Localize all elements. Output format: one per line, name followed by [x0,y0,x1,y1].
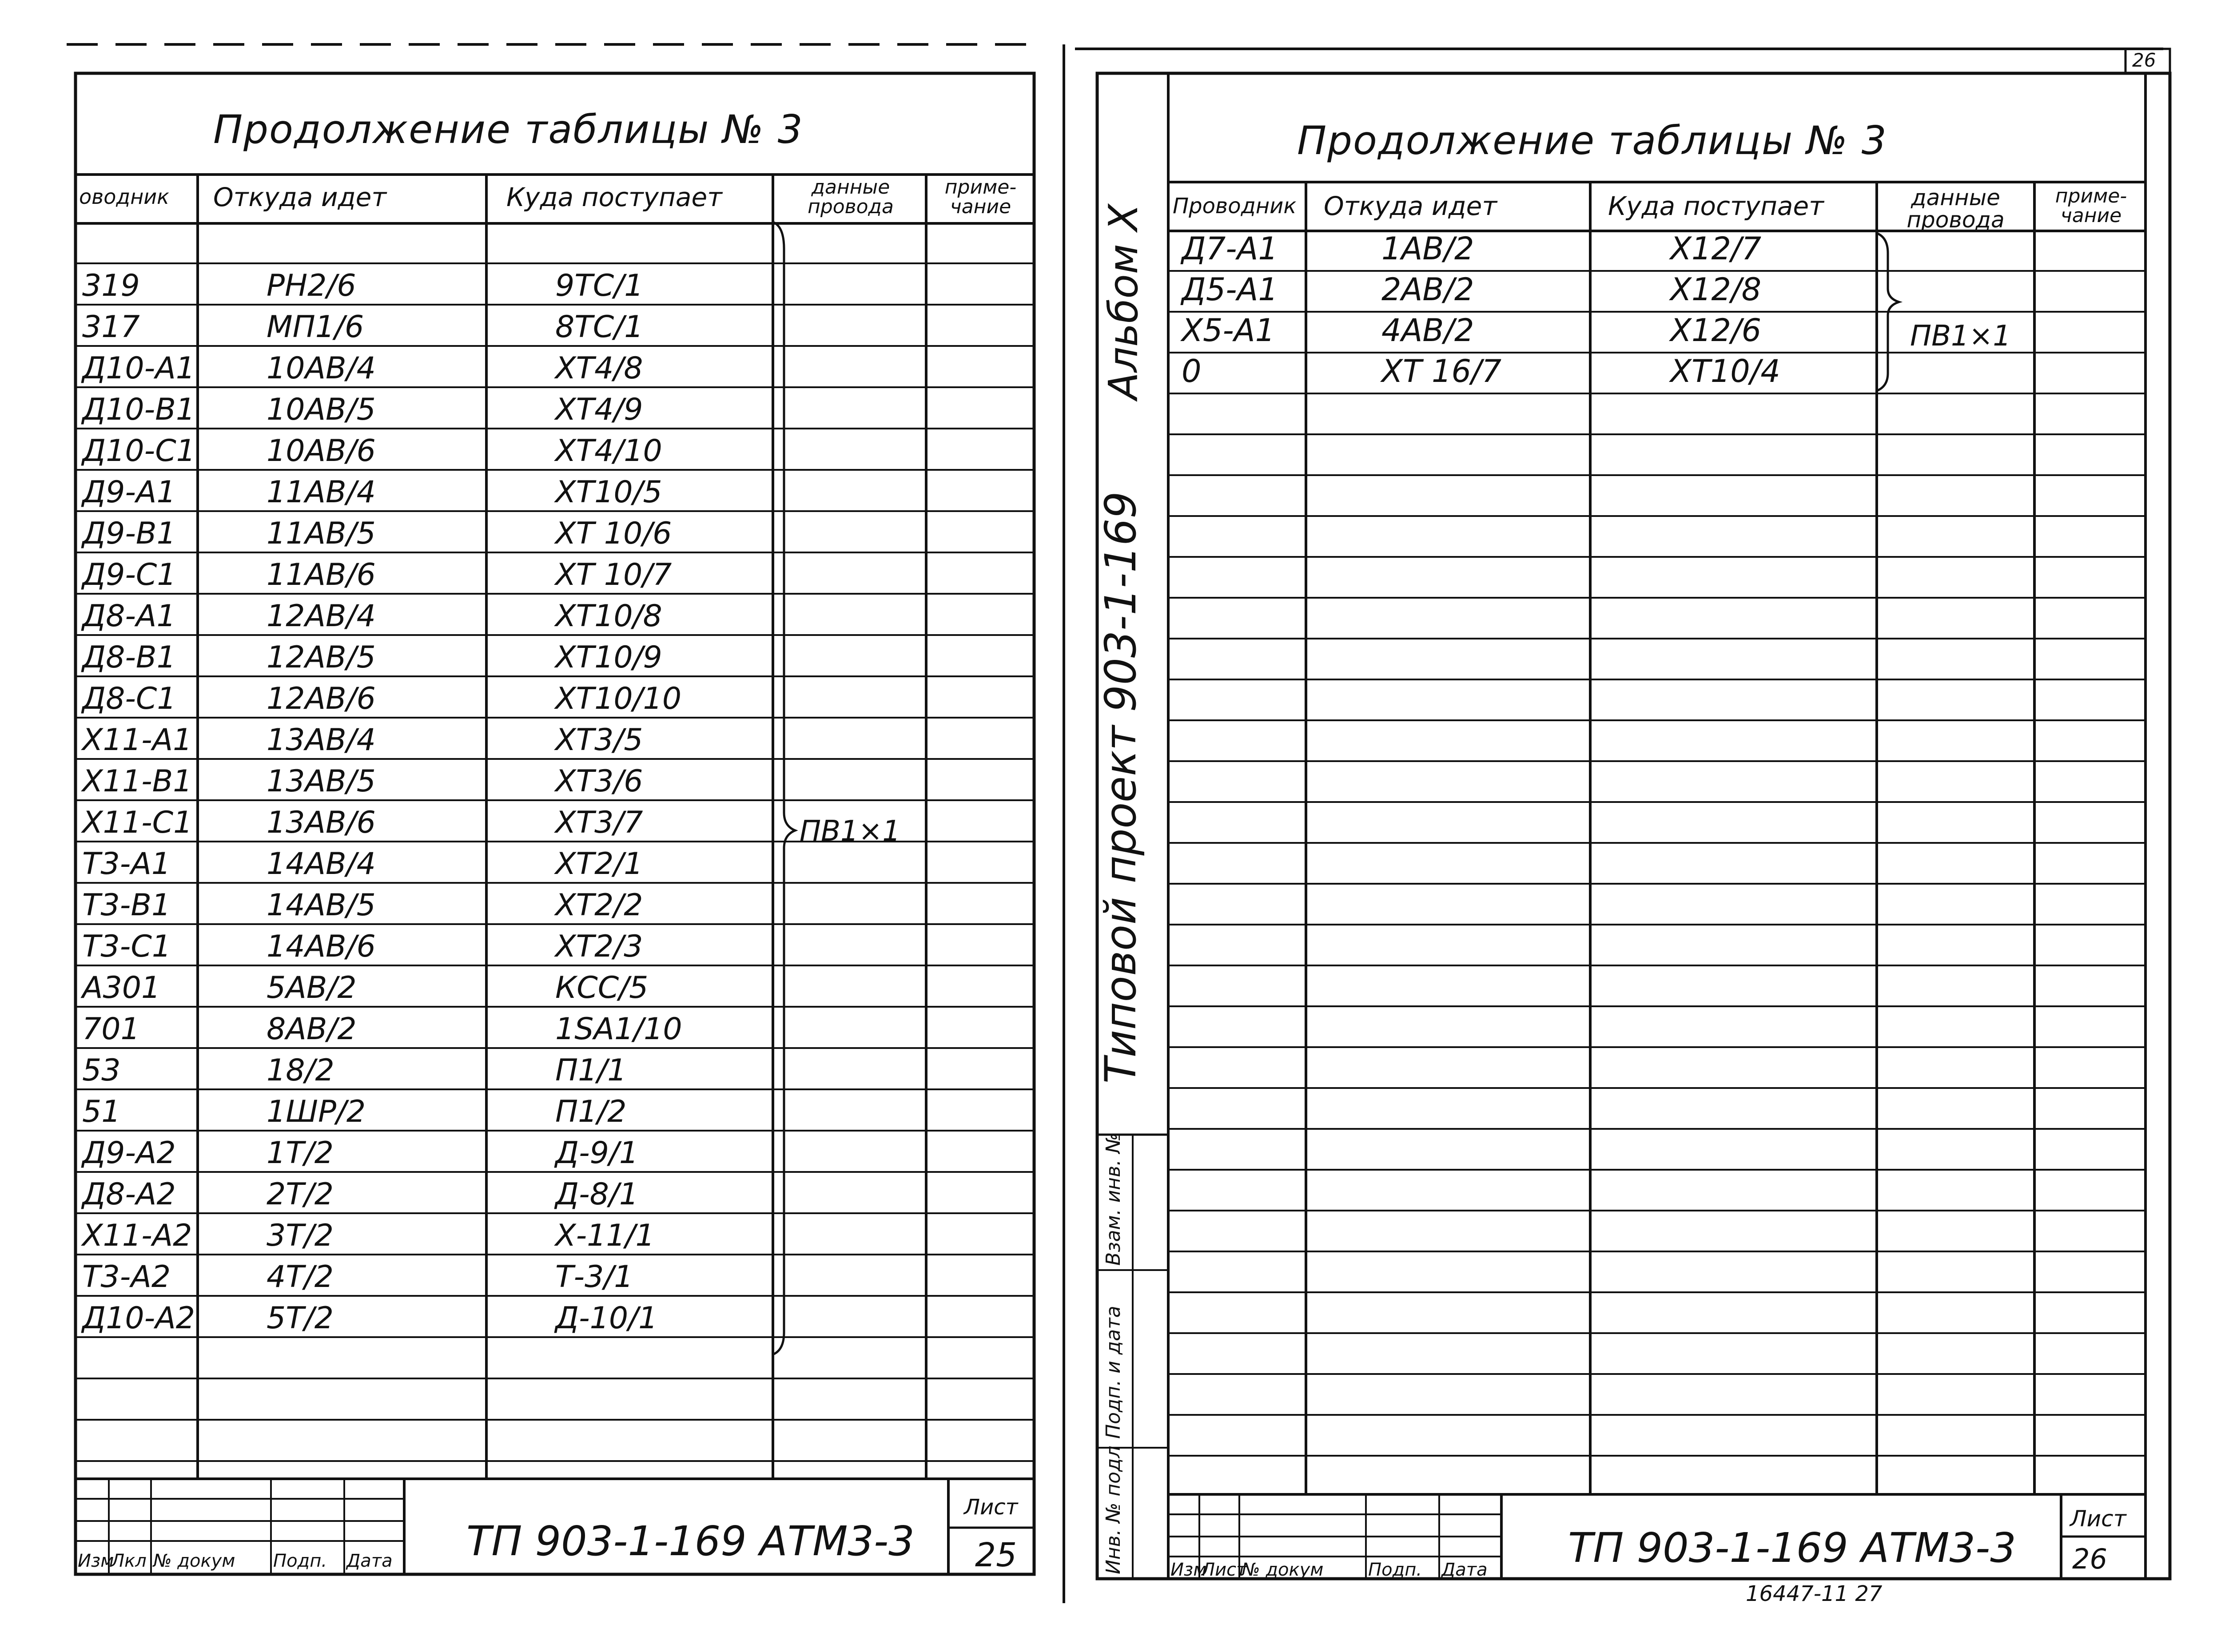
cell-to: ХТ4/10 [555,433,662,469]
right-header-from: Откуда идет [1324,191,1497,221]
cell-from: 1АВ/2 [1381,230,1474,267]
cell-to: ХТ 10/6 [555,516,672,551]
cell-conductor: Д10-А2 [82,1301,195,1336]
cell-conductor: Д8-А1 [82,599,176,634]
cell-conductor: 53 [82,1053,121,1088]
side-album-label: Альбом Х [1100,204,1147,400]
cell-from: 8АВ/2 [267,1012,357,1047]
cell-conductor: Х11-А2 [82,1218,192,1253]
cell-from: 14АВ/4 [267,846,376,882]
cell-to: Х-11/1 [555,1218,655,1253]
right-stamp-sheet-number: 26 [2072,1543,2107,1575]
left-stamp-sheet-label: Лист [964,1495,1018,1520]
left-stamp-code: ТП 903-1-169 АТМ3-3 [466,1517,915,1565]
cell-conductor: Д5-А1 [1182,271,1278,308]
cell-from: МП1/6 [267,310,364,345]
cell-from: 14АВ/6 [267,929,376,964]
cell-from: 12АВ/6 [267,681,376,716]
stamp-col-label: Дата [346,1551,393,1571]
cell-to: Х12/7 [1670,230,1762,267]
cell-from: 10АВ/4 [267,351,376,386]
left-header-to: Куда поступает [506,182,722,212]
stamp-col-label: Изм [78,1551,114,1571]
left-header-wire-data: данные провода [808,176,894,218]
right-table-title: Продолжение таблицы № 3 [1297,118,1887,163]
cell-conductor: 0 [1182,353,1202,389]
cell-to: ХТ2/1 [555,846,643,882]
cell-to: ХТ2/2 [555,888,643,923]
side-field-inv: Инв. № подл [1102,1446,1125,1574]
cell-conductor: Д8-А2 [82,1177,176,1212]
cell-conductor: Д9-С1 [82,557,176,592]
stamp-col-label: Подп. [273,1551,327,1571]
cell-conductor: 701 [82,1012,140,1047]
cell-from: ХТ 16/7 [1381,353,1502,389]
cell-to: ХТ 10/7 [555,557,672,592]
stamp-col-label: Подп. [1368,1560,1422,1580]
cell-from: 18/2 [267,1053,334,1088]
right-stamp-code: ТП 903-1-169 АТМ3-3 [1568,1524,2016,1572]
cell-conductor: 51 [82,1094,121,1129]
cell-conductor: Х11-В1 [82,764,192,799]
cell-from: 13АВ/6 [267,805,376,840]
cell-to: Д-9/1 [555,1136,639,1171]
cell-to: ХТ3/7 [555,805,643,840]
cell-from: 2АВ/2 [1381,271,1474,308]
left-wire-spec: ПВ1×1 [800,815,901,848]
cell-from: 2Т/2 [267,1177,334,1212]
cell-to: ХТ3/5 [555,723,643,758]
cell-to: П1/1 [555,1053,627,1088]
cell-conductor: Д10-В1 [82,392,195,427]
cell-from: 5АВ/2 [267,970,357,1005]
cell-conductor: Д9-В1 [82,516,176,551]
cell-conductor: Х11-С1 [82,805,193,840]
cell-from: 13АВ/4 [267,723,376,758]
cell-to: Д-8/1 [555,1177,639,1212]
cell-from: 1Т/2 [267,1136,334,1171]
stamp-col-label: Лкл [111,1551,147,1571]
cell-conductor: 317 [82,310,140,345]
stamp-col-label: № докум [1242,1560,1324,1580]
cell-conductor: А301 [82,970,161,1005]
side-field-sign-date: Подп. и дата [1102,1306,1125,1439]
cell-to: Т-3/1 [555,1259,633,1295]
right-header-conductor: Проводник [1173,194,1297,218]
cell-to: ХТ10/8 [555,599,662,634]
left-header-conductor: оводник [79,185,169,209]
cell-to: 8ТС/1 [555,310,644,345]
cell-to: ХТ10/5 [555,475,662,510]
right-stamp-sheet-label: Лист [2070,1506,2126,1532]
cell-conductor: 319 [82,268,140,303]
cell-from: 11АВ/6 [267,557,376,592]
left-header-from: Откуда идет [213,182,387,212]
cell-from: РН2/6 [267,268,356,303]
cell-to: ХТ4/9 [555,392,643,427]
cell-to: ХТ2/3 [555,929,643,964]
cell-from: 11АВ/4 [267,475,376,510]
left-table-title: Продолжение таблицы № 3 [213,107,804,152]
left-header-note: приме-чание [944,176,1017,218]
cell-conductor: Д9-А2 [82,1136,176,1171]
right-header-to: Куда поступает [1608,191,1824,221]
cell-conductor: Т3-С1 [82,929,171,964]
cell-to: Х12/6 [1670,312,1762,349]
cell-conductor: Д9-А1 [82,475,176,510]
cell-to: Д-10/1 [555,1301,658,1336]
cell-from: 11АВ/5 [267,516,376,551]
cell-conductor: Т3-А2 [82,1259,171,1295]
side-project-label: Типовой проект 903-1-169 [1096,491,1146,1084]
cell-conductor: Д10-С1 [82,433,195,469]
cell-conductor: Х11-А1 [82,723,192,758]
cell-to: П1/2 [555,1094,627,1129]
cell-to: 1SА1/10 [555,1012,682,1047]
cell-conductor: Д8-С1 [82,681,176,716]
cell-to: ХТ10/4 [1670,353,1780,389]
cell-to: Х12/8 [1670,271,1762,308]
stamp-col-label: Лист [1202,1560,1247,1580]
right-header-wire-data: данные провода [1907,185,2005,233]
cell-conductor: Т3-В1 [82,888,171,923]
cell-from: 4Т/2 [267,1259,334,1295]
stamp-col-label: № докум [153,1551,235,1571]
cell-to: ХТ10/10 [555,681,682,716]
cell-from: 5Т/2 [267,1301,334,1336]
left-wire-brace [773,222,795,1354]
cell-to: 9ТС/1 [555,268,644,303]
cell-to: ХТ10/9 [555,640,662,675]
cell-to: ХТ3/6 [555,764,643,799]
side-field-replace: Взам. инв. № [1102,1133,1125,1266]
cell-to: КСС/5 [555,970,649,1005]
cell-conductor: Т3-А1 [82,846,171,882]
left-stamp-sheet-number: 25 [975,1536,1017,1574]
right-header-note: приме-чание [2055,185,2127,227]
footer-number: 16447-11 27 [1746,1581,1883,1606]
cell-conductor: Х5-А1 [1182,312,1275,349]
cell-from: 1ШР/2 [267,1094,366,1129]
cell-from: 10АВ/6 [267,433,376,469]
cell-from: 14АВ/5 [267,888,376,923]
cell-conductor: Д7-А1 [1182,230,1278,267]
cell-conductor: Д8-В1 [82,640,176,675]
cell-from: 4АВ/2 [1381,312,1474,349]
stamp-col-label: Дата [1441,1560,1488,1580]
cell-from: 3Т/2 [267,1218,334,1253]
stamp-col-label: Изм [1170,1560,1207,1580]
cell-from: 13АВ/5 [267,764,376,799]
cell-conductor: Д10-А1 [82,351,195,386]
cell-from: 12АВ/4 [267,599,376,634]
right-corner-number: 26 [2132,49,2156,71]
cell-from: 10АВ/5 [267,392,376,427]
cell-to: ХТ4/8 [555,351,643,386]
right-wire-spec: ПВ1×1 [1910,320,2011,353]
cell-from: 12АВ/5 [267,640,376,675]
